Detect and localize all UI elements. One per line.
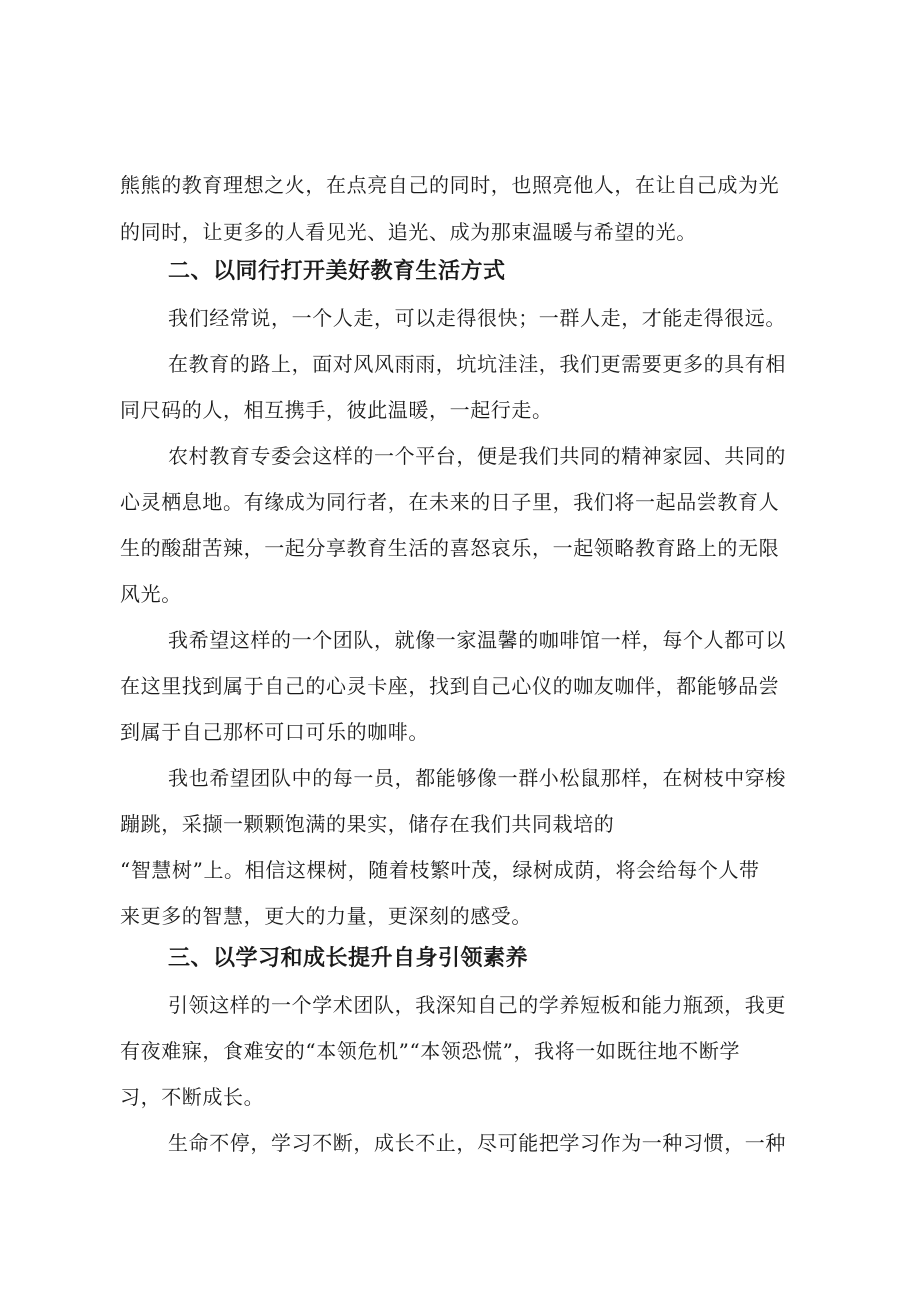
section-heading-2: 二、以同行打开美好教育生活方式 [168, 259, 506, 284]
text-line: “智慧树”上。相信这棵树，随着枝繁叶茂，绿树成荫，将会给每个人带 [120, 858, 760, 882]
text-line: 在教育的路上，面对风风雨雨，坑坑洼洼，我们更需要更多的具有相 [168, 352, 786, 376]
text-line: 农村教育专委会这样的一个平台，便是我们共同的精神家园、共同的 [168, 444, 786, 468]
text-line: 习，不断成长。 [120, 1085, 265, 1109]
text-line: 的同时，让更多的人看见光、追光、成为那束温暖与希望的光。 [120, 220, 697, 244]
section-heading-3: 三、以学习和成长提升自身引领素养 [168, 946, 529, 971]
text-line: 蹦跳，采撷一颗颗饱满的果实，储存在我们共同栽培的 [120, 812, 615, 836]
text-line: 风光。 [120, 582, 182, 606]
text-line: 在这里找到属于自己的心灵卡座，找到自己心仪的咖友咖伴，都能够品尝 [120, 674, 780, 698]
text-line: 熊熊的教育理想之火，在点亮自己的同时，也照亮他人，在让自己成为光 [120, 173, 780, 197]
text-line: 生命不停，学习不断，成长不止，尽可能把学习作为一种习惯，一种 [168, 1131, 786, 1155]
text-line: 有夜难寐，食难安的“本领危机”“本领恐慌”，我将一如既往地不断学 [120, 1039, 741, 1063]
text-line: 我也希望团队中的每一员，都能够像一群小松鼠那样，在树枝中穿梭 [168, 766, 786, 790]
text-line: 生的酸甜苦辣，一起分享教育生活的喜怒哀乐，一起领略教育路上的无限 [120, 536, 780, 560]
text-line: 同尺码的人，相互携手，彼此温暖，一起行走。 [120, 398, 553, 422]
text-line: 引领这样的一个学术团队，我深知自己的学养短板和能力瓶颈，我更 [168, 993, 786, 1017]
text-line: 来更多的智慧，更大的力量，更深刻的感受。 [120, 904, 532, 928]
text-line: 心灵栖息地。有缘成为同行者，在未来的日子里，我们将一起品尝教育人 [120, 490, 780, 514]
text-line: 我希望这样的一个团队，就像一家温馨的咖啡馆一样，每个人都可以 [168, 628, 786, 652]
text-line: 我们经常说，一个人走，可以走得很快；一群人走，才能走得很远。 [168, 306, 786, 330]
text-line: 到属于自己那杯可口可乐的咖啡。 [120, 720, 429, 744]
